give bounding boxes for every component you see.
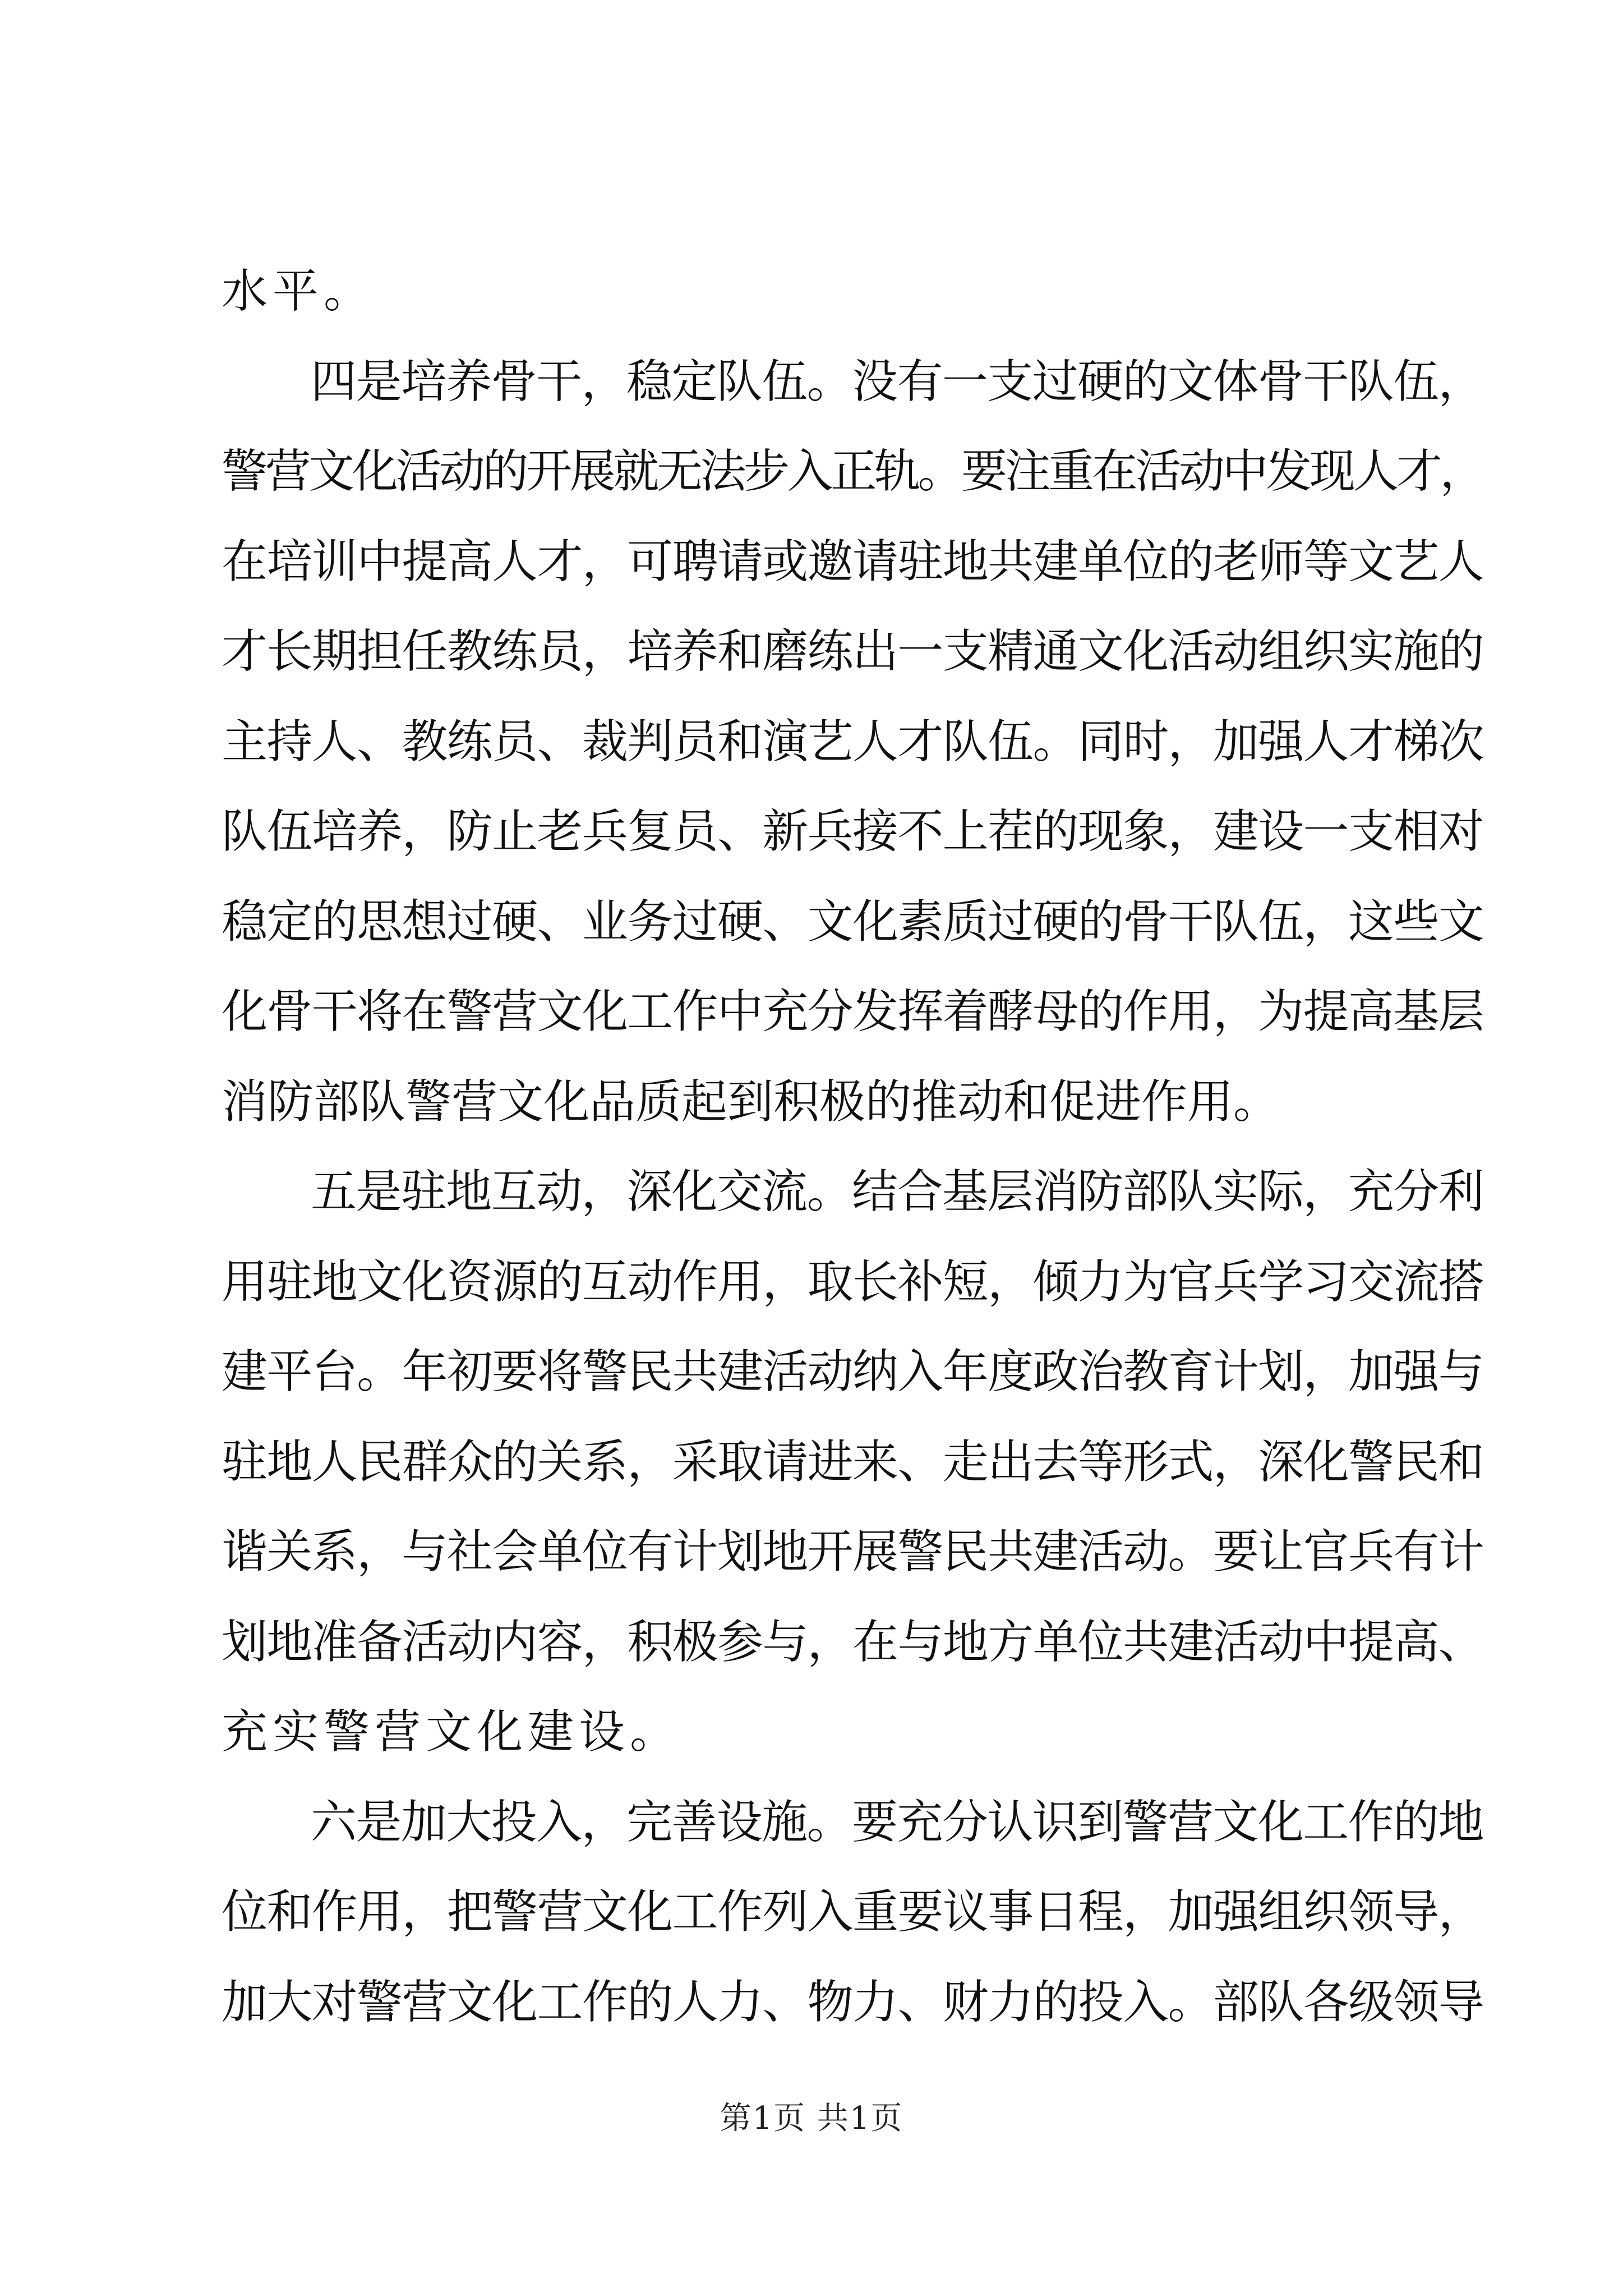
text-line: 位和作用，把警营文化工作列入重要议事日程，加强组织领导， xyxy=(222,1885,1484,1939)
text-line: 化骨干将在警营文化工作中充分发挥着酵母的作用，为提高基层 xyxy=(222,985,1484,1038)
text-line: 稳定的思想过硬、业务过硬、文化素质过硬的骨干队伍，这些文 xyxy=(222,895,1484,949)
page-footer: 第1页 共1页 xyxy=(720,2100,903,2137)
text-line: 在培训中提高人才，可聘请或邀请驻地共建单位的老师等文艺人 xyxy=(222,535,1484,588)
text-line: 水平。 xyxy=(222,265,375,318)
text-line: 充实警营文化建设。 xyxy=(222,1705,681,1759)
paragraph-start-line: 四是培养骨干，稳定队伍。没有一支过硬的文体骨干队伍， xyxy=(311,355,1483,408)
text-line: 主持人、教练员、裁判员和演艺人才队伍。同时，加强人才梯次 xyxy=(222,715,1484,769)
text-line: 消防部队警营文化品质起到积极的推动和促进作用。 xyxy=(222,1075,1280,1129)
text-line: 队伍培养，防止老兵复员、新兵接不上茬的现象，建设一支相对 xyxy=(222,805,1484,858)
text-line: 谐关系，与社会单位有计划地开展警民共建活动。要让官兵有计 xyxy=(222,1525,1484,1579)
paragraph-start-line: 五是驻地互动，深化交流。结合基层消防部队实际，充分利 xyxy=(311,1165,1483,1218)
paragraph-start-line: 六是加大投入，完善设施。要充分认识到警营文化工作的地 xyxy=(311,1796,1483,1849)
text-line: 才长期担任教练员，培养和磨练出一支精通文化活动组织实施的 xyxy=(222,625,1484,678)
text-line: 加大对警营文化工作的人力、物力、财力的投入。部队各级领导 xyxy=(222,1976,1484,2029)
text-line: 建平台。年初要将警民共建活动纳入年度政治教育计划，加强与 xyxy=(222,1345,1484,1398)
text-line: 驻地人民群众的关系，采取请进来、走出去等形式，深化警民和 xyxy=(222,1435,1484,1489)
text-line: 划地准备活动内容，积极参与，在与地方单位共建活动中提高、 xyxy=(222,1616,1484,1669)
text-line: 警营文化活动的开展就无法步入正轨。要注重在活动中发现人才， xyxy=(222,445,1484,498)
text-line: 用驻地文化资源的互动作用，取长补短，倾力为官兵学习交流搭 xyxy=(222,1255,1484,1309)
